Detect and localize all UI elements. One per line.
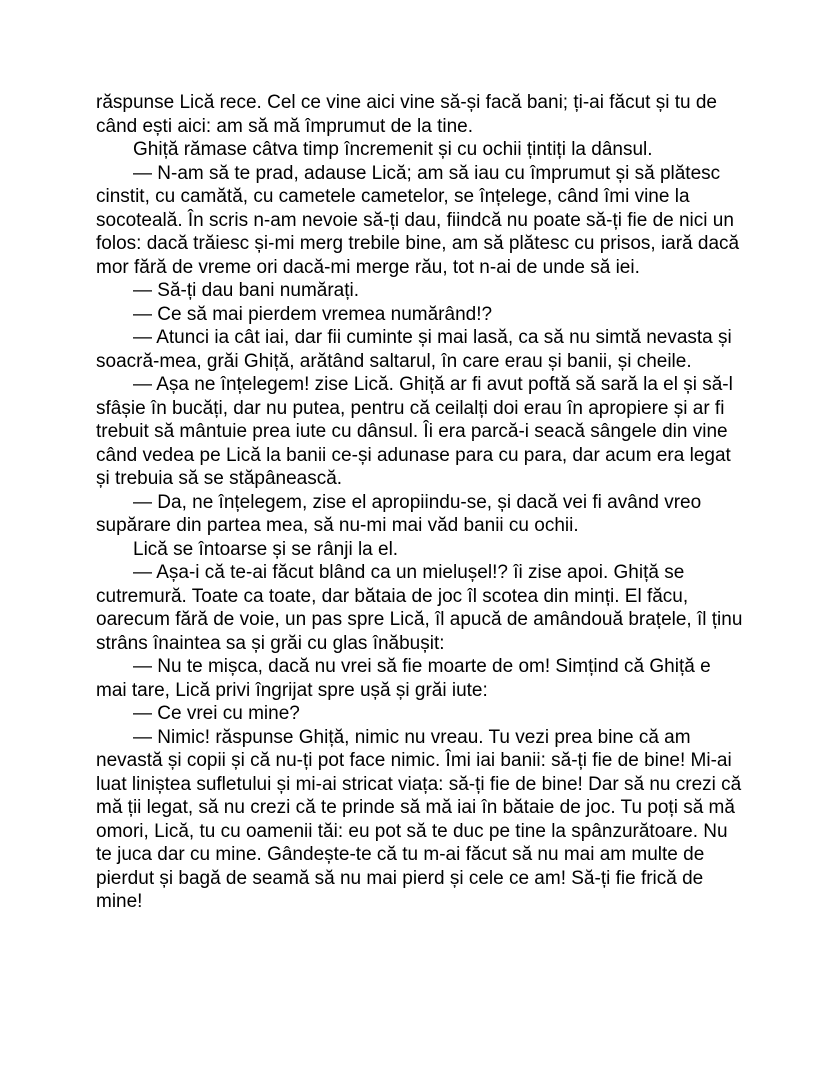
paragraph: — N-am să te prad, adause Lică; am să iau cu împrumut și să plătesc cinstit, cu camătă, cu cametele cametelor, se înțelege, când îmi vine la socoteală. În scris n-am nevoie să-ți dau, fiindcă nu poate să-ți fie de nici un folos: dacă trăiesc și-mi merg trebile bine, am să plătesc cu prisos, iară dacă mor fără de vreme ori dacă-mi merge rău, tot n-ai de unde să iei. — [96, 162, 740, 278]
paragraph: — Da, ne înțelegem, zise el apropiindu-se, și dacă vei fi având vreo supărare din partea mea, să nu-mi mai văd banii cu ochii. — [96, 491, 702, 536]
paragraph: — Așa-i că te-ai făcut blând ca un mielușel!? îi zise apoi. Ghiță se cutremură. Toate ca toate, dar bătaia de joc îl scotea din minți. El făcu, oarecum fără de voie, un pas spre Lică, îl apucă de amândouă brațele, îl ținu strâns înaintea sa și grăi cu glas înăbușit: — [96, 562, 743, 654]
paragraph: — Așa ne înțelegem! zise Lică. Ghiță ar fi avut poftă să sară la el și să-l sfâșie în bucăți, dar nu putea, pentru că ceilalți doi erau în apropiere și ar fi trebuit să mântuie prea iute cu dânsul. Îi era parcă-i seacă sângele din vine când vedea pe Lică la banii ce-și adunase para cu para, dar acum era legat și trebuia să se stăpânească. — [96, 374, 733, 489]
paragraph: — Atunci ia cât iai, dar fii cuminte și mai lasă, ca să nu simtă nevasta și soacră-mea, grăi Ghiță, arătând saltarul, în care erau și banii, și cheile. — [96, 327, 732, 372]
text-block — [96, 91, 746, 914]
paragraph: — Ce vrei cu mine? — [133, 703, 300, 724]
paragraph: Lică se întoarse și se rânji la el. — [133, 538, 399, 560]
paragraph: — Nu te mișca, dacă nu vrei să fie moarte de om! Simțind că Ghiță e mai tare, Lică privi îngrijat spre ușă și grăi iute: — [96, 656, 711, 701]
paragraph: Ghiță rămase câtva timp încremenit și cu ochii țintiți la dânsul. — [133, 139, 653, 160]
paragraph: — Nimic! răspunse Ghiță, nimic nu vreau. Tu vezi prea bine că am nevastă și copii și că nu-ți pot face nimic. Îmi iai banii: să-ți fie de bine! Mi-ai luat liniștea sufletului și mi-ai stricat viața: să-ți fie de bine! Dar să nu crezi că mă ții legat, să nu crezi că te prinde să mă iai în bătaie de joc. Tu poți să mă omori, Lică, tu cu oamenii tăi: eu pot să te duc pe tine la spânzurătoare. Nu te juca dar cu mine. Gândește-te că tu m-ai făcut să nu mai am multe de pierdut și bagă de seamă să nu mai pierd și cele ce am! Să-ți fie frică de mine! — [96, 726, 742, 912]
paragraph: răspunse Lică rece. Cel ce vine aici vine să-și facă bani; ți-ai făcut și tu de când ești aici: am să mă împrumut de la tine. — [96, 92, 717, 137]
paragraph: — Ce să mai pierdem vremea numărând!? — [133, 303, 493, 325]
paragraph: — Să-ți dau bani numărați. — [133, 280, 360, 301]
